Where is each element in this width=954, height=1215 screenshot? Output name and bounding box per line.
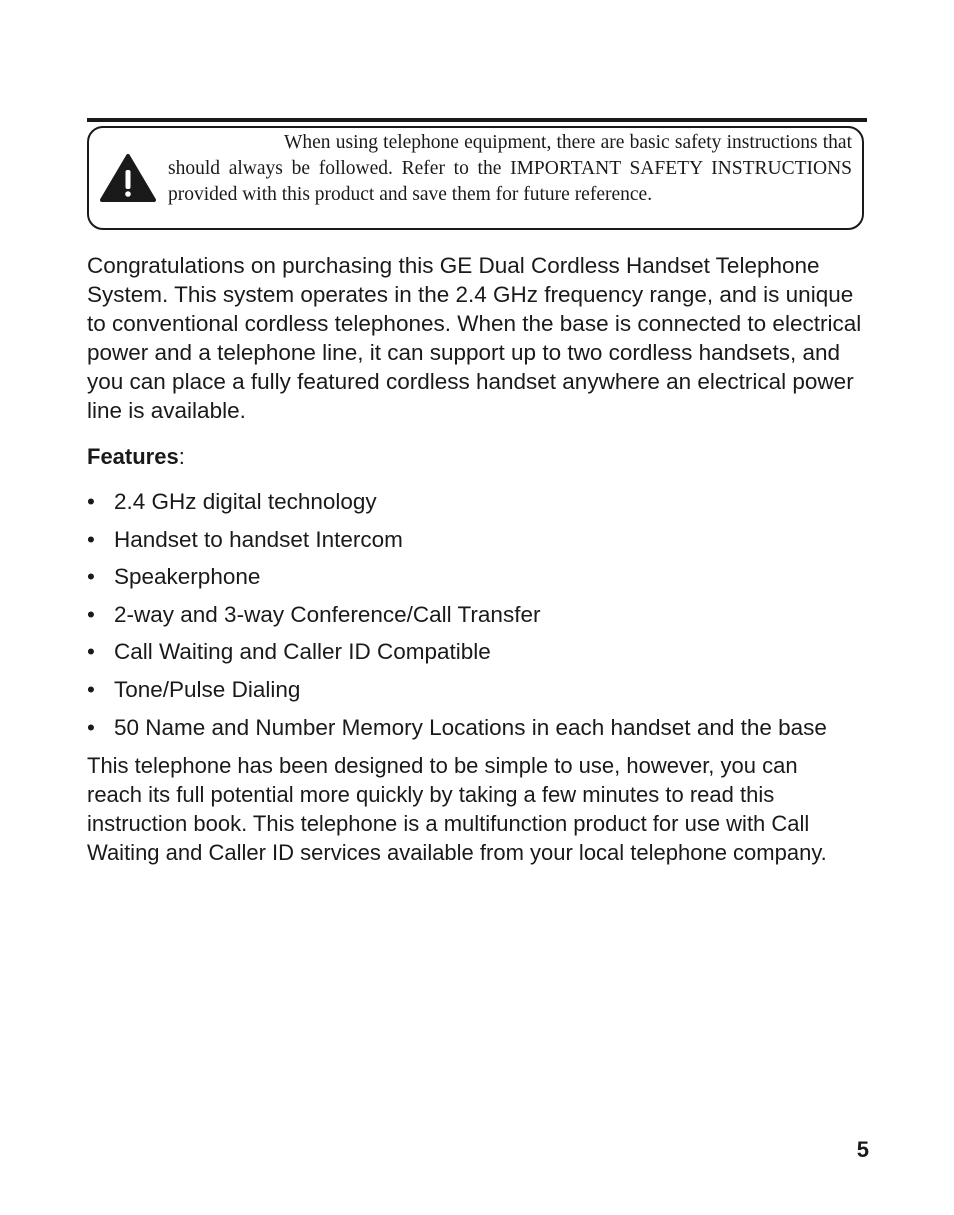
feature-text: 2.4 GHz digital technology <box>114 489 377 514</box>
feature-text: Speakerphone <box>114 564 261 590</box>
feature-text: 50 Name and Number Memory Locations in each handset and the base <box>114 714 827 740</box>
feature-text: Tone/Pulse Dialing <box>114 676 301 702</box>
page-number: 5 <box>856 1137 869 1162</box>
feature-text: 2-way and 3-way Conference/Call Transfer <box>114 601 541 627</box>
feature-item <box>87 562 877 600</box>
feature-text: Handset to handset Intercom <box>114 526 403 552</box>
feature-list <box>87 487 877 750</box>
bullet: • <box>87 714 95 740</box>
safety-warning-text: When using telephone equipment, there are basic safety instructions that should always be followed. Refer to the IMPORTANT SAFETY INSTRUCTIONS provided with this product and save them for future reference. <box>168 132 852 205</box>
closing-paragraph: This telephone has been designed to be simple to use, however, you can reach its full potential more quickly by taking a few minutes to read this instruction book. This telephone is a multifunction product for use with Call Waiting and Caller ID services available from your local telephone company. <box>87 753 827 865</box>
top-rule <box>87 118 867 122</box>
feature-text: Call Waiting and Caller ID Compatible <box>114 639 491 665</box>
bullet: • <box>87 676 95 702</box>
bullet: • <box>87 564 95 590</box>
features-heading-label: Features <box>87 444 179 469</box>
feature-item <box>87 713 877 751</box>
features-heading <box>87 443 185 471</box>
feature-item <box>87 487 877 525</box>
feature-item <box>87 525 877 563</box>
intro-paragraph: Congratulations on purchasing this GE Dual Cordless Handset Telephone System. This system operates in the 2.4 GHz frequency range, and is unique to conventional cordless telephones. When the base is connected to electrical power and a telephone line, it can support up to two cordless handsets, and you can place a fully featured cordless handset anywhere an electrical power line is available. <box>87 253 862 423</box>
features-heading-colon: : <box>178 444 185 469</box>
warning-triangle-icon <box>99 153 157 203</box>
feature-item <box>87 600 877 638</box>
feature-item <box>87 637 877 675</box>
bullet: • <box>87 526 95 552</box>
bullet: • <box>87 489 95 514</box>
bullet: • <box>87 639 95 665</box>
feature-item <box>87 675 877 713</box>
bullet: • <box>87 601 95 627</box>
